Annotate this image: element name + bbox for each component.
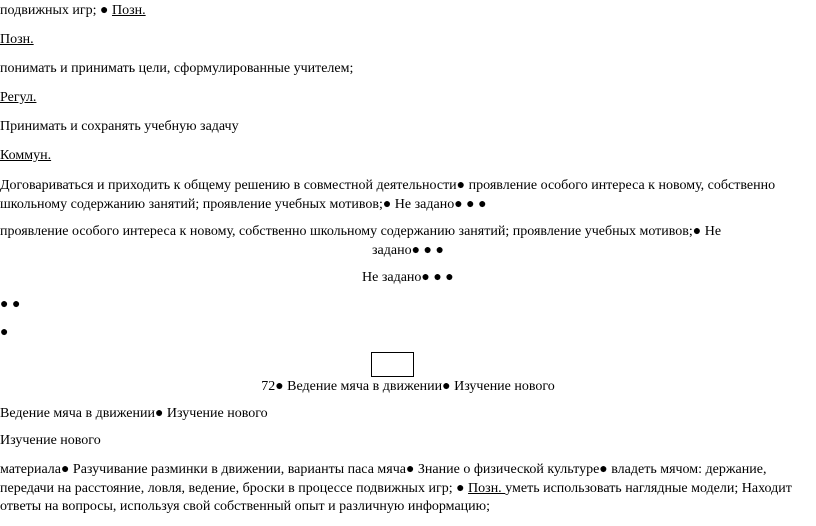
text-line: ответы на вопросы, используя свой собственный опыт и различную информацию; [0, 499, 490, 514]
bullet-icon: ● [100, 3, 109, 18]
text-line: проявление особого интереса к новому, собственно школьному содержанию занятий; проявление учебных мотивов;● Не [0, 224, 722, 239]
text-line: Принимать и сохранять учебную задачу [0, 119, 239, 134]
text-fragment: подвижных игр; [0, 3, 101, 18]
text-line [0, 2, 146, 20]
text-line [0, 480, 792, 498]
pozn-label: Позн. [468, 481, 506, 496]
empty-box [371, 352, 414, 377]
text-line: понимать и принимать цели, сформулированные учителем; [0, 61, 354, 76]
text-fragment: передачи на расстояние, ловля, ведение, броски в процессе подвижных игр; ● [0, 481, 469, 496]
category-heading-kommun: Коммун. [0, 148, 52, 163]
lesson-row: 72● Ведение мяча в движении● Изучение нового [261, 379, 555, 394]
text-line: материала● Разучивание разминки в движении, варианты паса мяча● Знание о физической культуре● владеть мячом: держание, [0, 462, 767, 477]
text-line: Договариваться и приходить к общему решению в совместной деятельности● проявление особого интереса к новому, собственно [0, 178, 776, 193]
text-line: задано● ● ● [372, 243, 444, 258]
text-fragment: уметь использовать наглядные модели; Находит [505, 481, 792, 496]
text-line: Ведение мяча в движении● Изучение нового [0, 406, 268, 421]
text-line: школьному содержанию занятий; проявление учебных мотивов;● Не задано● ● ● [0, 197, 487, 212]
bullet-line: ● ● [0, 297, 21, 312]
category-heading-regul: Регул. [0, 90, 37, 105]
category-heading-pozn: Позн. [0, 32, 34, 47]
poзn-label: Позн. [111, 3, 146, 18]
bullet-line: ● [0, 325, 9, 340]
text-line: Изучение нового [0, 433, 101, 448]
text-line: Не задано● ● ● [362, 270, 454, 285]
